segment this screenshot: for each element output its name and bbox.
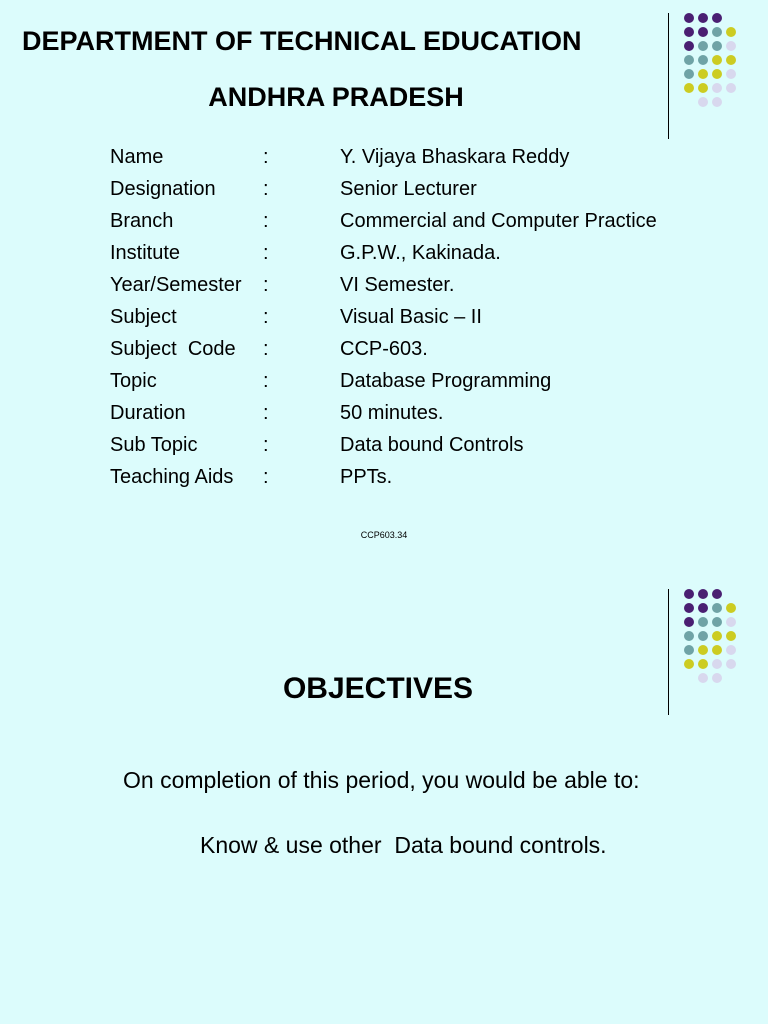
slide-objectives xyxy=(0,512,768,1024)
info-label: Subject Code xyxy=(110,338,236,360)
state-title: ANDHRA PRADESH xyxy=(208,82,464,112)
info-colon: : xyxy=(263,242,269,264)
decor-dot xyxy=(712,603,722,613)
info-value: Senior Lecturer xyxy=(340,178,477,200)
decor-dot xyxy=(684,41,694,51)
decor-dot xyxy=(712,41,722,51)
info-colon: : xyxy=(263,466,269,488)
info-label: Institute xyxy=(110,242,181,264)
objective-item: Know & use other Data bound controls. xyxy=(200,832,607,858)
decor-dot xyxy=(698,27,708,37)
decor-dot xyxy=(684,603,694,613)
decor-dot xyxy=(698,589,708,599)
info-label: Year/Semester xyxy=(110,274,242,296)
decor-dot xyxy=(712,13,722,23)
decor-dot xyxy=(698,603,708,613)
info-label: Branch xyxy=(110,210,174,232)
department-title: DEPARTMENT OF TECHNICAL EDUCATION xyxy=(22,26,582,56)
decor-dot xyxy=(726,603,736,613)
info-value: PPTs. xyxy=(340,466,393,488)
decor-dot xyxy=(726,617,736,627)
decor-dot xyxy=(726,83,736,93)
info-colon: : xyxy=(263,338,269,360)
decor-dot xyxy=(684,631,694,641)
decor-dot xyxy=(712,55,722,65)
dot-grid-decoration xyxy=(668,589,758,719)
decor-dot xyxy=(698,631,708,641)
decor-dot xyxy=(726,41,736,51)
decor-dot xyxy=(712,617,722,627)
info-label: Duration xyxy=(110,402,186,424)
info-value: Visual Basic – II xyxy=(340,306,482,328)
info-colon: : xyxy=(263,274,269,296)
divider-line xyxy=(668,13,669,139)
decor-dot xyxy=(698,41,708,51)
decor-dot xyxy=(726,69,736,79)
info-value: Database Programming xyxy=(340,370,552,392)
decor-dot xyxy=(684,55,694,65)
info-colon: : xyxy=(263,434,269,456)
decor-dot xyxy=(698,55,708,65)
objectives-title: OBJECTIVES xyxy=(282,672,474,705)
decor-dot xyxy=(698,83,708,93)
decor-dot xyxy=(684,69,694,79)
decor-dot xyxy=(712,645,722,655)
info-colon: : xyxy=(263,210,269,232)
decor-dot xyxy=(698,97,708,107)
decor-dot xyxy=(698,673,708,683)
info-colon: : xyxy=(263,146,269,168)
decor-dot xyxy=(698,69,708,79)
decor-dot xyxy=(712,83,722,93)
decor-dot xyxy=(726,55,736,65)
info-label: Designation xyxy=(110,178,216,200)
objectives-intro: On completion of this period, you would be able to: xyxy=(123,767,640,793)
decor-dot xyxy=(726,631,736,641)
decor-dot xyxy=(684,645,694,655)
info-value: 50 minutes. xyxy=(340,402,444,424)
decor-dot xyxy=(698,13,708,23)
info-colon: : xyxy=(263,178,269,200)
info-colon: : xyxy=(263,306,269,328)
decor-dot xyxy=(712,69,722,79)
decor-dot xyxy=(712,589,722,599)
decor-dot xyxy=(684,83,694,93)
decor-dot xyxy=(698,659,708,669)
slide-footer-code: CCP603.34 xyxy=(360,530,408,540)
info-value: VI Semester. xyxy=(340,274,455,296)
decor-dot xyxy=(712,673,722,683)
info-colon: : xyxy=(263,402,269,424)
decor-dot xyxy=(698,617,708,627)
info-value: Data bound Controls xyxy=(340,434,524,456)
info-label: Teaching Aids xyxy=(110,466,234,488)
decor-dot xyxy=(726,27,736,37)
info-label: Subject xyxy=(110,306,177,328)
info-label: Topic xyxy=(110,370,157,392)
decor-dot xyxy=(712,97,722,107)
info-label: Sub Topic xyxy=(110,434,198,456)
decor-dot xyxy=(684,27,694,37)
info-value: Commercial and Computer Practice xyxy=(340,210,657,232)
decor-dot xyxy=(726,645,736,655)
decor-dot xyxy=(684,617,694,627)
decor-dot xyxy=(684,589,694,599)
decor-dot xyxy=(712,631,722,641)
info-label: Name xyxy=(110,146,164,168)
decor-dot xyxy=(712,27,722,37)
info-colon: : xyxy=(263,370,269,392)
decor-dot xyxy=(684,13,694,23)
info-value: CCP-603. xyxy=(340,338,428,360)
decor-dot xyxy=(684,659,694,669)
info-value: Y. Vijaya Bhaskara Reddy xyxy=(340,146,570,168)
decor-dot xyxy=(698,645,708,655)
decor-dot xyxy=(712,659,722,669)
divider-line xyxy=(668,589,669,715)
dot-grid-decoration xyxy=(668,13,758,143)
decor-dot xyxy=(726,659,736,669)
info-value: G.P.W., Kakinada. xyxy=(340,242,501,264)
